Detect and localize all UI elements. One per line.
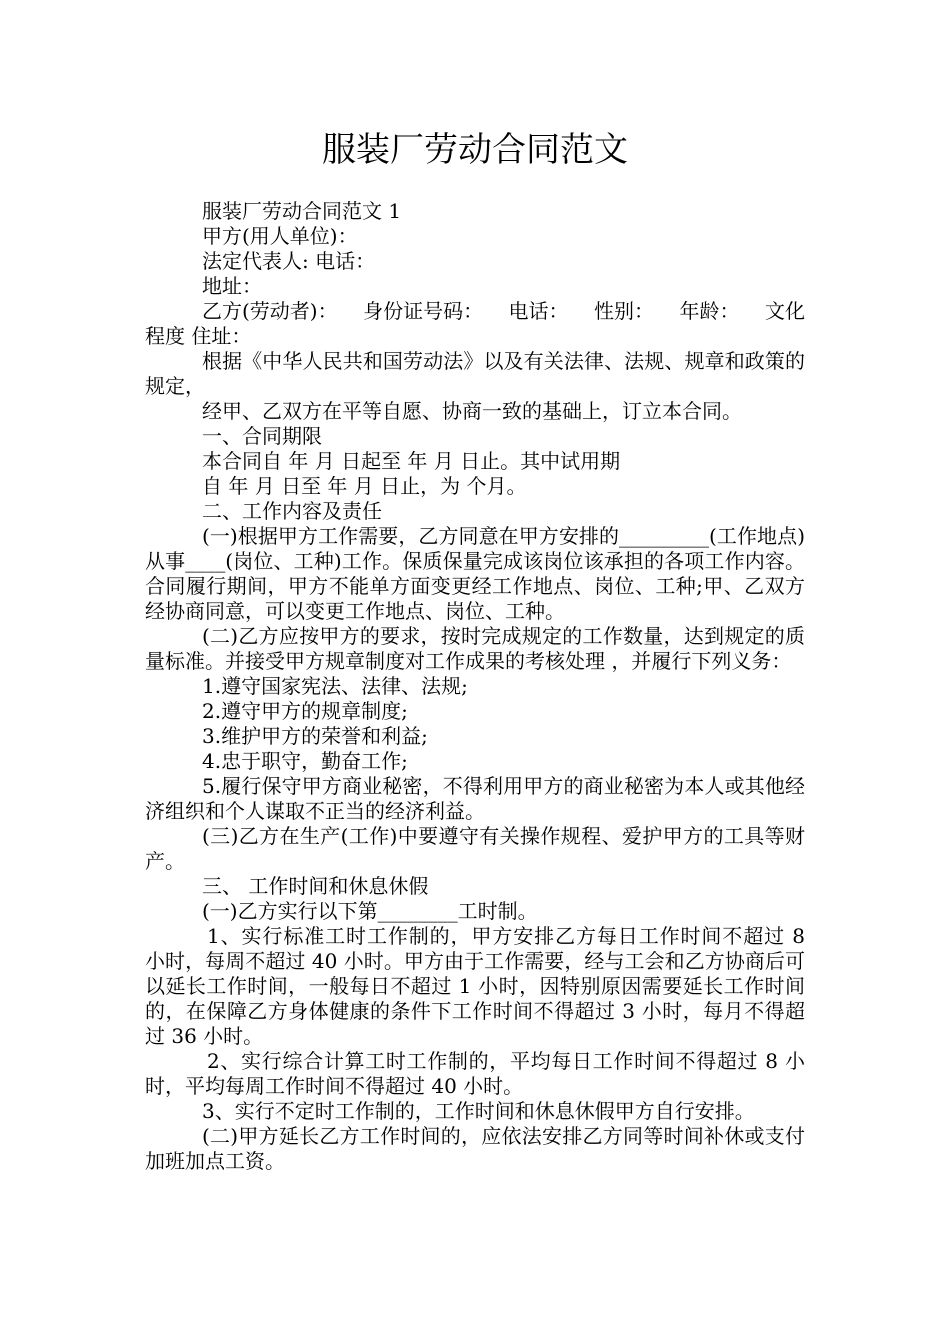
duty-item-1: 1.遵守国家宪法、法律、法规;: [202, 674, 468, 698]
work-paragraph-1: (一)根据甲方工作需要，乙方同意在甲方安排的_________(工作地点)从事____(岗位、工种)工作。保质保量完成该岗位该承担的各项工作内容。合同履行期间，甲方不能单方面变更经工作地点、岗位、工种;甲、乙双方经协商同意，可以变更工作地点、岗位、工种。: [145, 524, 805, 623]
overtime-paragraph: (二)甲方延长乙方工作时间的，应依法安排乙方同等时间补休或支付加班加点工资。: [145, 1124, 805, 1173]
hours-paragraph-1: 1、实行标准工时工作制的，甲方安排乙方每日工作时间不超过 8 小时，每周不超过 40 小时。甲方由于工作需要，经与工会和乙方协商后可以延长工作时间，一般每日不超过 1 小时，因特别原因需要延长工作时间的，在保障乙方身体健康的条件下工作时间不得超过 3 小时，每月不得超过 36 小时。: [145, 924, 805, 1048]
gender-label: 性别：: [594, 299, 655, 323]
party-a-line: 甲方(用人单位)：: [202, 224, 358, 248]
phone-label: 电话：: [508, 299, 569, 323]
party-b-line: [145, 299, 805, 324]
duty-item-3: 3.维护甲方的荣誉和利益;: [202, 724, 428, 748]
address-line: 地址：: [202, 274, 262, 298]
basis-paragraph: 根据《中华人民共和国劳动法》以及有关法律、法规、规章和政策的规定，: [145, 349, 805, 398]
work-paragraph-3: (三)乙方在生产(工作)中要遵守有关操作规程、爱护甲方的工具等财产。: [145, 824, 805, 873]
work-paragraph-2: (二)乙方应按甲方的要求，按时完成规定的工作数量，达到规定的质量标准。并接受甲方规章制度对工作成果的考核处理 ，并履行下列义务：: [145, 624, 805, 673]
section-3-heading: 三、 工作时间和休息休假: [202, 874, 429, 898]
party-b-line-2: 程度 住址：: [145, 324, 252, 348]
id-number-label: 身份证号码：: [363, 299, 484, 323]
duty-item-5: 5.履行保守甲方商业秘密，不得利用甲方的商业秘密为本人或其他经济组织和个人谋取不正当的经济利益。: [145, 774, 805, 823]
term-line-1: 本合同自 年 月 日起至 年 月 日止。其中试用期: [202, 449, 621, 473]
section-2-heading: 二、工作内容及责任: [202, 499, 382, 523]
agreement-paragraph: 经甲、乙双方在平等自愿、协商一致的基础上，订立本合同。: [202, 399, 742, 423]
document-subtitle: 服装厂劳动合同范文 1: [202, 199, 402, 223]
hours-intro: (一)乙方实行以下第________工时制。: [202, 899, 538, 923]
section-1-heading: 一、合同期限: [202, 424, 322, 448]
duty-item-4: 4.忠于职守，勤奋工作;: [202, 749, 408, 773]
document-title: 服装厂劳动合同范文: [322, 130, 628, 170]
document-body: [145, 199, 805, 1174]
legal-rep-line: 法定代表人: 电话：: [202, 249, 376, 273]
term-line-2: 自 年 月 日至 年 月 日止，为 个月。: [202, 474, 527, 498]
duty-item-2: 2.遵守甲方的规章制度;: [202, 699, 408, 723]
education-label: 文化: [764, 299, 805, 323]
hours-paragraph-3: 3、实行不定时工作制的，工作时间和休息休假甲方自行安排。: [202, 1099, 755, 1123]
age-label: 年龄：: [679, 299, 740, 323]
party-b-label: 乙方(劳动者)：: [202, 299, 338, 323]
hours-paragraph-2: 2、实行综合计算工时工作制的，平均每日工作时间不得超过 8 小时，平均每周工作时间不得超过 40 小时。: [145, 1049, 805, 1098]
